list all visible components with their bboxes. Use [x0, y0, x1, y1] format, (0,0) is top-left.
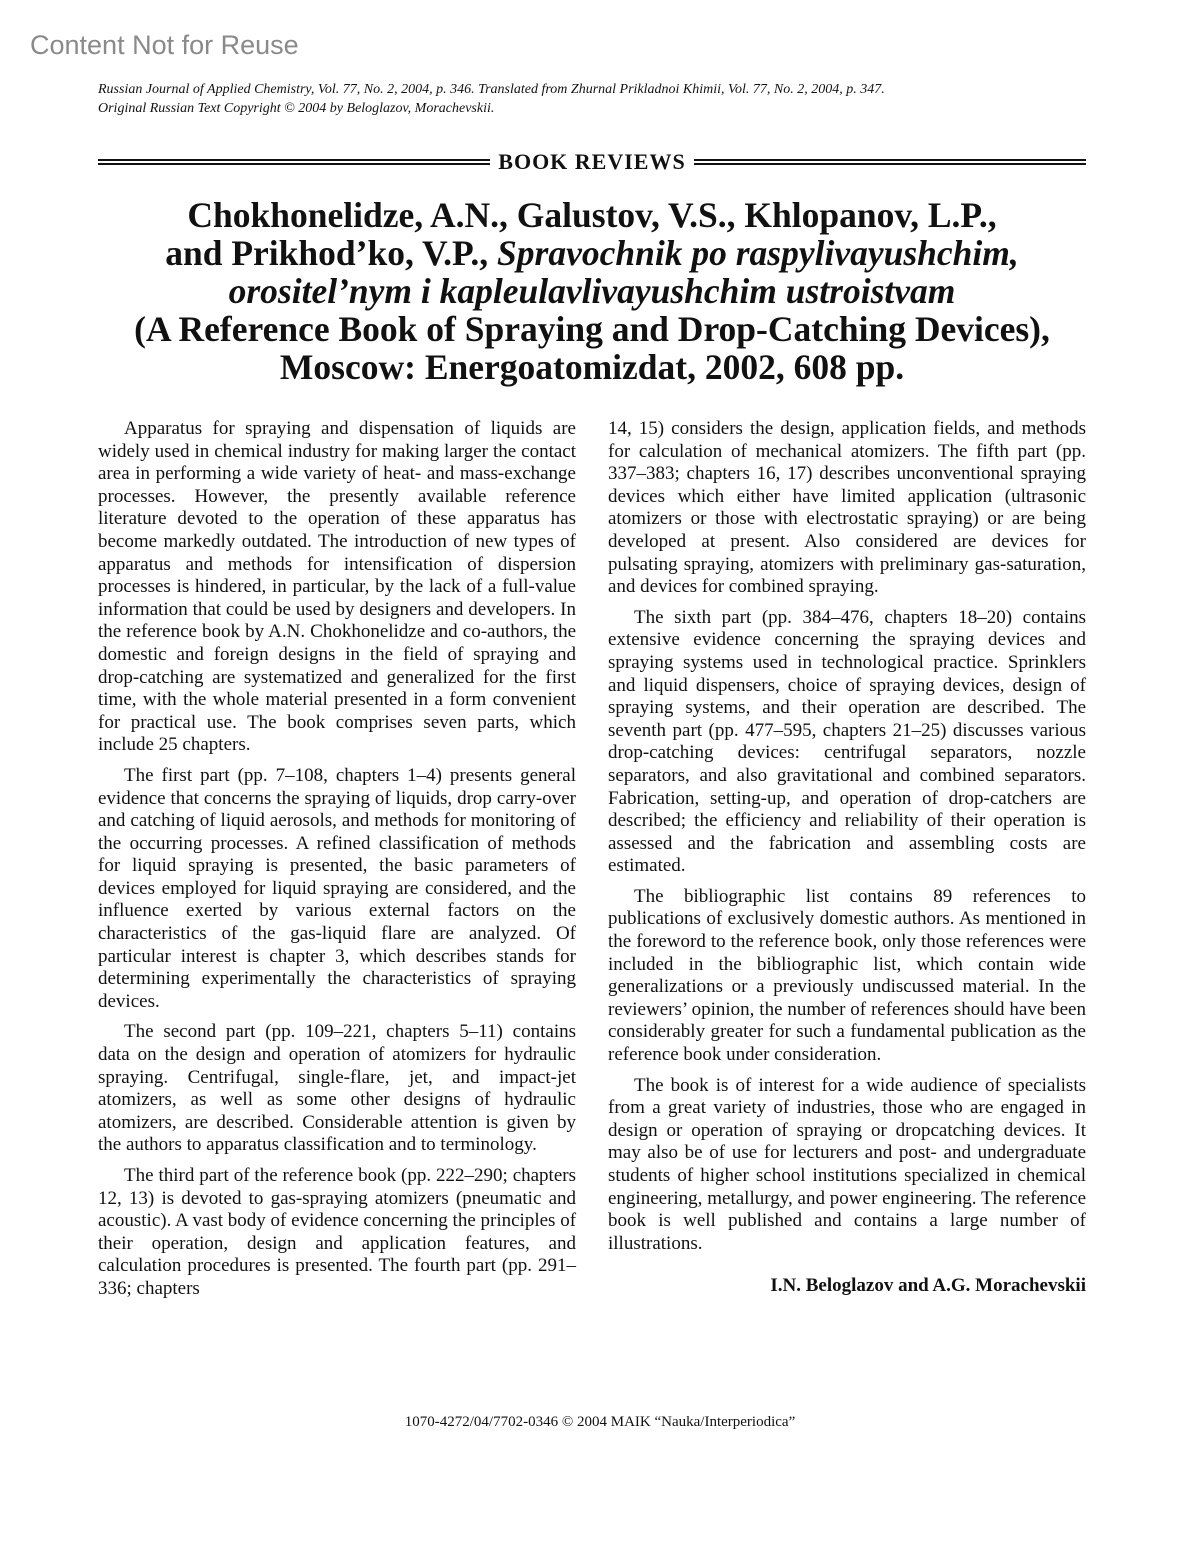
paragraph: The bibliographic list contains 89 references to publications of exclusively domestic authors. As mentioned in the foreword to the reference book, only those references were included in the bibliographic list, which contain wide generalizations or a previously undiscussed material. In the reviewers’ opinion, the number of references should have been considerably greater for such a fundamental publication as the reference book under consideration. [608, 885, 1086, 1066]
watermark: Content Not for Reuse [30, 30, 299, 60]
paragraph: The second part (pp. 109–221, chapters 5–11) contains data on the design and operation of atomizers for hydraulic spraying. Centrifugal, single-flare, jet, and impact-jet atomizers, as well as some other designs of hydraulic atomizers, are described. Considerable attention is given by the authors to apparatus classification and to terminology. [98, 1021, 576, 1156]
title-english: (A Reference Book of Spraying and Drop-Catching Devices), [134, 309, 1050, 349]
paragraph: Apparatus for spraying and dispensation of liquids are widely used in chemical industry for making larger the contact area in performing a wide variety of heat- and mass-exchange processes. However, the presently available reference literature devoted to the operation of these apparatus has become markedly outdated. The introduction of new types of apparatus and methods for intensification of dispersion processes is hindered, in particular, by the lack of a full-value information that could be used by designers and developers. In the reference book by A.N. Chokhonelidze and co-authors, the domestic and foreign designs in the field of spraying and drop-catching are systematized and generalized for the first time, with the whole material presented in a form convenient for practical use. The book comprises seven parts, which include 25 chapters. [98, 418, 576, 756]
title-russian-2: orositel’nym i kapleulavlivayushchim ustroistvam [228, 271, 956, 311]
column-left [98, 418, 576, 1309]
copyright-line: Original Russian Text Copyright © 2004 by Beloglazov, Morachevskii. [98, 101, 495, 116]
paragraph: The third part of the reference book (pp. 222–290; chapters 12, 13) is devoted to gas-spraying atomizers (pneumatic and acoustic). A vast body of evidence concerning the principles of their operation, design and application features, and calculation procedures is presented. The fourth part (pp. 291–336; chapters [98, 1165, 577, 1299]
paragraph: The sixth part (pp. 384–476, chapters 18–20) contains extensive evidence concerning the spraying devices and spraying systems used in technological practice. Sprinklers and liquid dispensers, choice of spraying devices, design of spraying systems, and their operation are described. The seventh part (pp. 477–595, chapters 21–25) discusses various drop-catching devices: centrifugal separators, nozzle separators, and also gravitational and combined separators. Fabrication, setting-up, and operation of drop-catchers are described; the efficiency and reliability of their operation is assessed and the fabrication and assembling costs are estimated. [608, 606, 1086, 877]
reviewer-signature: I.N. Beloglazov and A.G. Morachevskii [770, 1275, 1086, 1297]
paragraph: 14, 15) considers the design, application fields, and methods for calculation of mechanical atomizers. The fifth part (pp. 337–383; chapters 16, 17) describes unconventional spraying devices which either have limited application (ultrasonic atomizers or those with electrostatic spraying) or are being developed at present. Also considered are devices for pulsating spraying, atomizers with preliminary gas-saturation, and devices for combined spraying. [608, 418, 1086, 598]
title-publisher: Moscow: Energoatomizdat, 2002, 608 pp. [279, 347, 905, 387]
title-authors: and Prikhod’ko, V.P., [165, 233, 498, 273]
section-label: BOOK REVIEWS [498, 149, 686, 174]
title-line-2 [98, 234, 1086, 272]
title-russian-1: Spravochnik po raspylivayushchim, [497, 233, 1019, 273]
page-footer: 1070-4272/04/7702-0346 © 2004 MAIK “Nauka/Interperiodica” [404, 1414, 796, 1430]
title-line-1: Chokhonelidze, A.N., Galustov, V.S., Khlopanov, L.P., [187, 195, 997, 235]
journal-header [98, 80, 1086, 118]
divider-right [694, 159, 1086, 165]
paragraph: The book is of interest for a wide audience of specialists from a great variety of industries, those who are engaged in design or operation of spraying or dropcatching devices. It may also be of use for lecturers and post- and undergraduate students of higher school institutions specialized in chemical engineering, metallurgy, and power engineering. The reference book is well published and contains a large number of illustrations. [608, 1074, 1086, 1254]
section-bar [98, 148, 1086, 176]
review-title [98, 196, 1086, 386]
column-right [608, 418, 1086, 1298]
paragraph: The first part (pp. 7–108, chapters 1–4) presents general evidence that concerns the spraying of liquids, drop carry-over and catching of liquid aerosols, and methods for monitoring of the occurring processes. A refined classification of methods for liquid spraying is presented, the basic parameters of devices employed for liquid spraying are considered, and the influence exerted by various external factors on the characteristics of the gas-liquid flare are analyzed. Of particular interest is chapter 3, which describes stands for determining experimentally the characteristics of spraying devices. [98, 764, 576, 1012]
citation-line: Russian Journal of Applied Chemistry, Vol. 77, No. 2, 2004, p. 346. Translated from Zhurnal Prikladnoi Khimii, Vol. 77, No. 2, 2004, p. 347. [98, 82, 885, 97]
divider-left [98, 159, 490, 165]
